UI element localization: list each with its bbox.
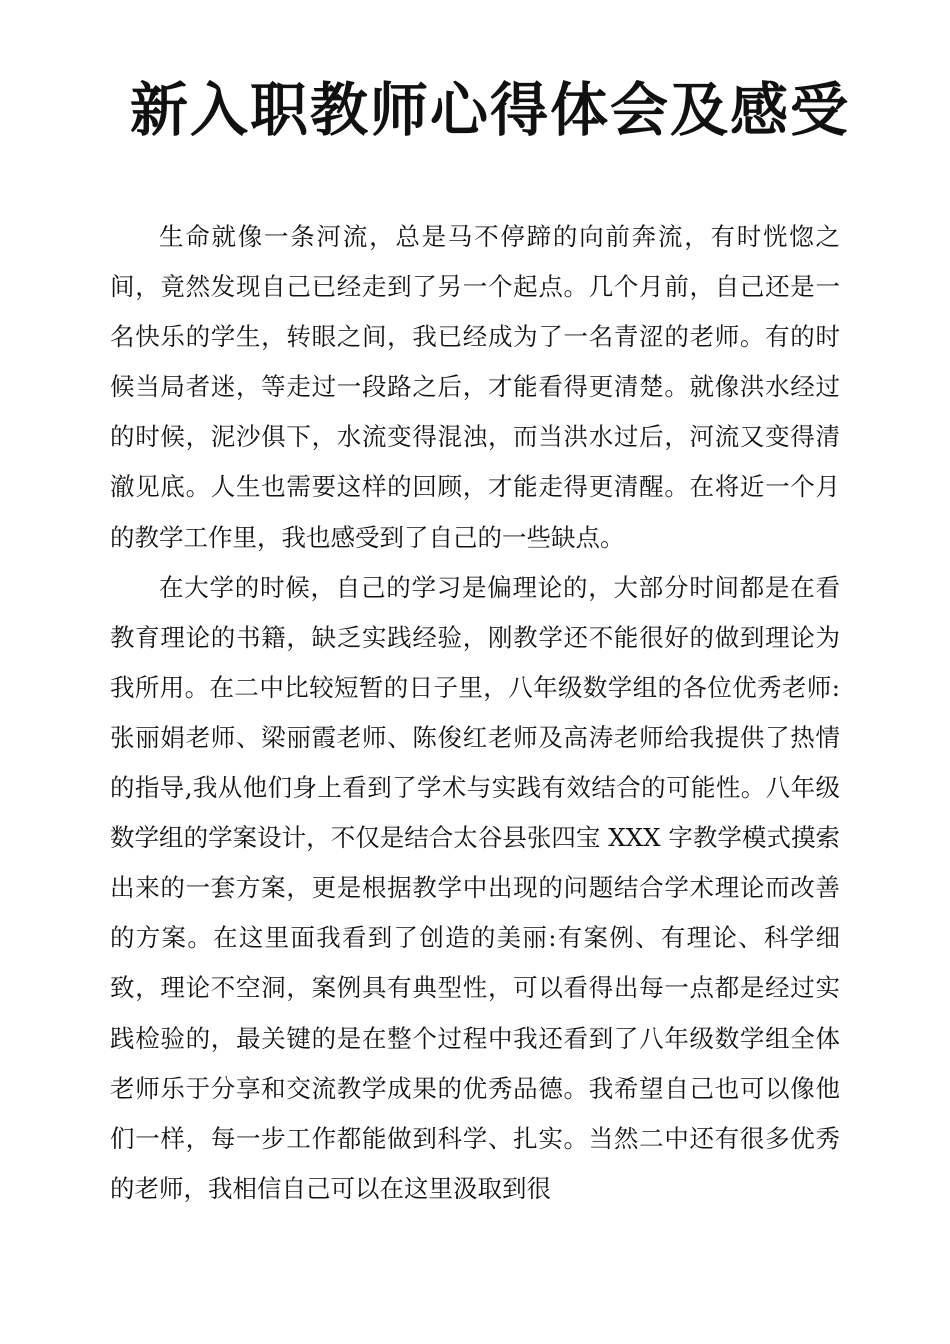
document-title: 新入职教师心得体会及感受 <box>129 76 850 144</box>
paragraph-1: 生命就像一条河流，总是马不停蹄的向前奔流，有时恍惚之间，竟然发现自己已经走到了另一个起点。几个月前，自己还是一名快乐的学生，转眼之间，我已经成为了一名青涩的老师。有的时候当局者迷，等走过一段路之后，才能看得更清楚。就像洪水经过的时候，泥沙俱下，水流变得混浊，而当洪水过后，河流又变得清澈见底。人生也需要这样的回顾，才能走得更清醒。在将近一个月的教学工作里，我也感受到了自己的一些缺点。 <box>110 222 840 552</box>
document-body <box>110 212 840 1214</box>
paragraph-2: 在大学的时候，自己的学习是偏理论的，大部分时间都是在看教育理论的书籍，缺乏实践经验，刚教学还不能很好的做到理论为我所用。在二中比较短暂的日子里，八年级数学组的各位优秀老师:张丽娟老师、梁丽霞老师、陈俊红老师及高涛老师给我提供了热情的指导,我从他们身上看到了学术与实践有效结合的可能性。八年级数学组的学案设计，不仅是结合太谷县张四宝 XXX 字教学模式摸索出来的一套方案，更是根据教学中出现的问题结合学术理论而改善的方案。在这里面我看到了创造的美丽:有案例、有理论、科学细致，理论不空洞，案例具有典型性，可以看得出每一点都是经过实践检验的，最关键的是在整个过程中我还看到了八年级数学组全体老师乐于分享和交流教学成果的优秀品德。我希望自己也可以像他们一样，每一步工作都能做到科学、扎实。当然二中还有很多优秀的老师，我相信自己可以在这里汲取到很 <box>110 572 840 1203</box>
